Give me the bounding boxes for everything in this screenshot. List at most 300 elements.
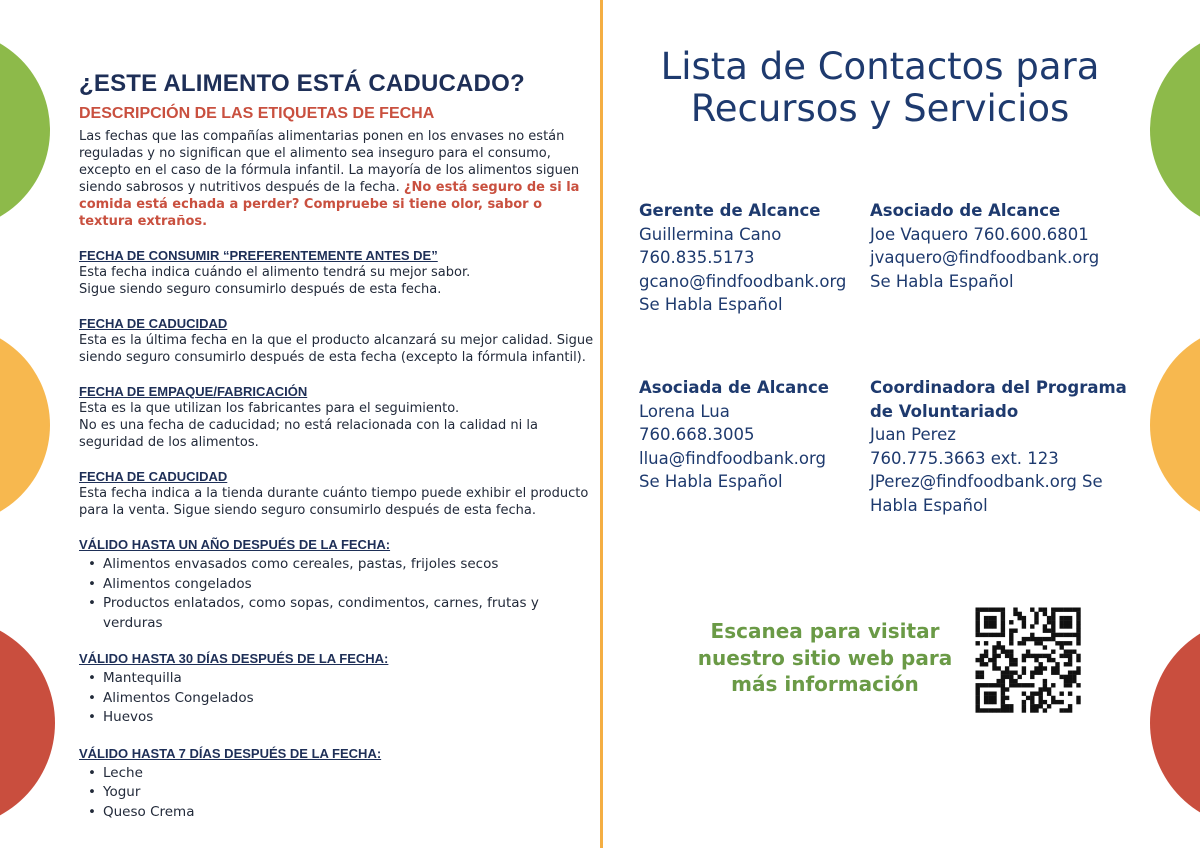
qr-module (1043, 654, 1047, 658)
qr-module (1064, 683, 1068, 687)
qr-module (997, 683, 1001, 687)
qr-module (1001, 616, 1005, 620)
qr-module (1076, 700, 1080, 704)
green-circle-right-decoration (1150, 30, 1200, 230)
qr-module (984, 662, 988, 666)
list-item: • Queso Crema (79, 803, 599, 823)
section-body (79, 400, 599, 451)
qr-module (1009, 683, 1013, 687)
qr-module (1064, 620, 1068, 624)
qr-module (1022, 637, 1026, 641)
intro-paragraph (79, 128, 599, 230)
contact-email-language[interactable]: JPerez@findfoodbank.org Se Habla Español (870, 472, 1103, 515)
contact-email[interactable]: llua@findfoodbank.org (639, 448, 826, 468)
qr-module (1001, 692, 1005, 696)
valid-list (79, 669, 599, 728)
qr-module (980, 633, 984, 637)
qr-module (988, 624, 992, 628)
qr-module (988, 708, 992, 712)
qr-module (992, 700, 996, 704)
qr-module (1068, 662, 1072, 666)
qr-module (976, 683, 980, 687)
qr-module (1034, 641, 1038, 645)
qr-module (1013, 658, 1017, 662)
qr-module (1068, 679, 1072, 683)
qr-module (1039, 666, 1043, 670)
qr-module (1043, 666, 1047, 670)
qr-module (1009, 658, 1013, 662)
qr-module (1060, 700, 1064, 704)
orange-circle-left-decoration (0, 325, 50, 525)
qr-module (1001, 645, 1005, 649)
qr-module (1076, 654, 1080, 658)
list-item: • Leche (79, 764, 599, 784)
qr-module (988, 616, 992, 620)
qr-module (1055, 666, 1059, 670)
qr-module (988, 608, 992, 612)
section-line: Esta es la que utilizan los fabricantes para el seguimiento. (79, 401, 460, 416)
qr-module (1001, 650, 1005, 654)
qr-module (1022, 708, 1026, 712)
qr-module (1076, 624, 1080, 628)
list-item: • Alimentos Congelados (79, 689, 599, 709)
qr-module (1009, 637, 1013, 641)
qr-module (1013, 612, 1017, 616)
qr-module (976, 633, 980, 637)
contact-phone[interactable]: 760.775.3663 ext. 123 (870, 448, 1059, 468)
qr-module (992, 608, 996, 612)
qr-module (997, 666, 1001, 670)
qr-module (984, 654, 988, 658)
qr-module (1047, 629, 1051, 633)
qr-module (1009, 629, 1013, 633)
orange-circle-right-decoration (1150, 325, 1200, 525)
qr-module (1051, 671, 1055, 675)
qr-module (1076, 620, 1080, 624)
qr-module (1043, 700, 1047, 704)
qr-module (1047, 616, 1051, 620)
qr-module (1034, 671, 1038, 675)
qr-module (984, 692, 988, 696)
qr-module (1043, 645, 1047, 649)
qr-module (1009, 633, 1013, 637)
qr-module (1026, 696, 1030, 700)
red-circle-right-decoration (1150, 618, 1200, 828)
qr-module (1009, 641, 1013, 645)
qr-code-graphic (968, 600, 1088, 720)
qr-module (1022, 683, 1026, 687)
qr-module (1005, 708, 1009, 712)
qr-module (988, 692, 992, 696)
qr-module (1047, 658, 1051, 662)
section-sell-by (79, 468, 599, 519)
qr-module (992, 645, 996, 649)
qr-module (1064, 679, 1068, 683)
qr-module (1005, 666, 1009, 670)
qr-module (1009, 704, 1013, 708)
qr-module (997, 679, 1001, 683)
qr-module (980, 708, 984, 712)
qr-module (1076, 696, 1080, 700)
qr-module (1001, 687, 1005, 691)
qr-module (1034, 704, 1038, 708)
qr-module (1022, 624, 1026, 628)
qr-module (1051, 683, 1055, 687)
section-body (79, 332, 599, 366)
qr-module (976, 696, 980, 700)
qr-module (1009, 708, 1013, 712)
section-line: Esta fecha indica a la tienda durante cuánto tiempo puede exhibir el producto para la venta. Sigue siendo seguro consumirlo después de esta fecha. (79, 486, 589, 518)
qr-module (984, 696, 988, 700)
qr-module (992, 624, 996, 628)
valid-heading: VÁLIDO HASTA 30 DÍAS DESPUÉS DE LA FECHA: (79, 651, 389, 666)
qr-module (1013, 671, 1017, 675)
section-line: Sigue siendo seguro consumirlo después de esta fecha. (79, 282, 442, 297)
qr-module (1039, 662, 1043, 666)
qr-module (1060, 708, 1064, 712)
contact-role: Asociada de Alcance (639, 378, 829, 397)
qr-module (1068, 641, 1072, 645)
qr-module (1068, 675, 1072, 679)
section-heading: FECHA DE CONSUMIR “PREFERENTEMENTE ANTES DE” (79, 248, 438, 263)
contacts-title (620, 46, 1140, 130)
qr-module (1068, 708, 1072, 712)
qr-module (1068, 633, 1072, 637)
qr-module (992, 683, 996, 687)
qr-module (1043, 637, 1047, 641)
qr-module (992, 633, 996, 637)
qr-module (1030, 633, 1034, 637)
section-body (79, 485, 599, 519)
section-expiration (79, 315, 599, 366)
red-circle-left-decoration (0, 618, 55, 828)
valid-7-days (79, 745, 599, 823)
qr-module (984, 608, 988, 612)
qr-module (1072, 650, 1076, 654)
qr-module (992, 620, 996, 624)
qr-module (1051, 624, 1055, 628)
qr-module (984, 624, 988, 628)
qr-module (1043, 679, 1047, 683)
qr-module (1001, 683, 1005, 687)
qr-module (976, 641, 980, 645)
qr-module (1001, 633, 1005, 637)
valid-heading: VÁLIDO HASTA 7 DÍAS DESPUÉS DE LA FECHA: (79, 745, 382, 761)
qr-module (1039, 696, 1043, 700)
qr-module (1064, 608, 1068, 612)
valid-list (79, 764, 599, 823)
qr-module (1034, 708, 1038, 712)
qr-module (992, 696, 996, 700)
qr-module (1018, 683, 1022, 687)
qr-module (1039, 637, 1043, 641)
qr-module (1030, 704, 1034, 708)
qr-module (1068, 616, 1072, 620)
qr-module (984, 616, 988, 620)
qr-module (1039, 692, 1043, 696)
qr-module (1030, 624, 1034, 628)
qr-module (1039, 704, 1043, 708)
qr-module (1060, 675, 1064, 679)
qr-module (1076, 683, 1080, 687)
qr-module (1013, 662, 1017, 666)
qr-module (1076, 612, 1080, 616)
qr-module (1009, 671, 1013, 675)
qr-module (1034, 654, 1038, 658)
contact-name: Lorena Lua (639, 401, 730, 421)
qr-code-icon[interactable] (968, 600, 1088, 720)
qr-module (997, 633, 1001, 637)
section-best-before (79, 247, 599, 298)
qr-module (976, 658, 980, 662)
qr-module (1060, 645, 1064, 649)
qr-module (976, 616, 980, 620)
qr-module (1064, 708, 1068, 712)
qr-module (976, 700, 980, 704)
qr-module (1076, 629, 1080, 633)
qr-module (1055, 633, 1059, 637)
list-item: • Mantequilla (79, 669, 599, 689)
qr-module (1064, 662, 1068, 666)
qr-module (976, 671, 980, 675)
main-title: ¿ESTE ALIMENTO ESTÁ CADUCADO? (79, 70, 525, 97)
qr-module (976, 612, 980, 616)
qr-module (1055, 671, 1059, 675)
qr-module (1039, 687, 1043, 691)
section-line: No es una fecha de caducidad; no está relacionada con la calidad ni la seguridad de los alimentos. (79, 418, 538, 450)
qr-module (1022, 666, 1026, 670)
qr-module (1034, 620, 1038, 624)
qr-module (1005, 696, 1009, 700)
qr-module (1060, 654, 1064, 658)
qr-module (1064, 624, 1068, 628)
qr-module (992, 616, 996, 620)
qr-module (1047, 637, 1051, 641)
qr-module (1043, 687, 1047, 691)
qr-module (1018, 616, 1022, 620)
qr-module (1051, 637, 1055, 641)
qr-module (1009, 675, 1013, 679)
qr-module (1001, 608, 1005, 612)
qr-module (1013, 608, 1017, 612)
qr-module (1068, 620, 1072, 624)
qr-module (1034, 612, 1038, 616)
qr-module (1055, 662, 1059, 666)
qr-module (1068, 692, 1072, 696)
qr-module (1022, 616, 1026, 620)
qr-module (997, 654, 1001, 658)
contact-email[interactable]: gcano@findfoodbank.org (639, 271, 847, 291)
list-item: • Alimentos envasados como cereales, pastas, frijoles secos (79, 555, 599, 575)
qr-module (1034, 666, 1038, 670)
qr-module (1034, 637, 1038, 641)
section-line: Esta fecha indica cuándo el alimento tendrá su mejor sabor. (79, 265, 471, 280)
qr-module (1009, 662, 1013, 666)
qr-module (1030, 700, 1034, 704)
qr-module (1076, 608, 1080, 612)
qr-module (1060, 608, 1064, 612)
qr-module (1043, 608, 1047, 612)
qr-module (992, 654, 996, 658)
qr-module (1055, 641, 1059, 645)
qr-module (1068, 624, 1072, 628)
qr-module (1001, 612, 1005, 616)
qr-module (1005, 675, 1009, 679)
qr-module (1076, 633, 1080, 637)
qr-module (1030, 637, 1034, 641)
qr-module (1051, 616, 1055, 620)
qr-module (1076, 637, 1080, 641)
qr-module (984, 650, 988, 654)
center-fold-divider (600, 0, 603, 848)
qr-module (1030, 696, 1034, 700)
qr-module (1047, 620, 1051, 624)
contact-language: Se Habla Español (639, 472, 783, 491)
qr-module (980, 675, 984, 679)
qr-module (1068, 704, 1072, 708)
qr-module (1076, 658, 1080, 662)
qr-module (1068, 658, 1072, 662)
qr-module (992, 692, 996, 696)
qr-module (997, 645, 1001, 649)
qr-module (1068, 608, 1072, 612)
qr-module (1043, 708, 1047, 712)
qr-module (988, 633, 992, 637)
contact-phone[interactable]: 760.668.3005 (639, 425, 755, 444)
qr-module (1001, 624, 1005, 628)
qr-module (1051, 612, 1055, 616)
qr-module (1018, 675, 1022, 679)
qr-module (1005, 654, 1009, 658)
section-heading: FECHA DE EMPAQUE/FABRICACIÓN (79, 384, 308, 399)
qr-module (1001, 679, 1005, 683)
qr-module (984, 620, 988, 624)
qr-module (997, 708, 1001, 712)
qr-module (992, 666, 996, 670)
qr-module (988, 658, 992, 662)
qr-module (1064, 675, 1068, 679)
contact-language: Se Habla Español (870, 271, 1014, 291)
qr-module (980, 608, 984, 612)
qr-module (1030, 708, 1034, 712)
qr-module (1001, 696, 1005, 700)
contact-role: Coordinadora del Programa de Voluntariado (870, 378, 1127, 421)
qr-module (1060, 641, 1064, 645)
qr-module (1043, 624, 1047, 628)
qr-module (1013, 629, 1017, 633)
qr-module (1026, 654, 1030, 658)
contacts-title-line2: Recursos y Servicios (690, 87, 1070, 130)
qr-module (1051, 696, 1055, 700)
qr-module (1030, 671, 1034, 675)
qr-module (1030, 608, 1034, 612)
qr-module (1001, 675, 1005, 679)
qr-module (976, 704, 980, 708)
valid-heading: VÁLIDO HASTA UN AÑO DESPUÉS DE LA FECHA: (79, 537, 391, 552)
intro-warning: ¿No está seguro de si la comida está echada a perder? Compruebe si tiene olor, sabor o textura extraños. (79, 180, 580, 229)
qr-module (1022, 692, 1026, 696)
qr-module (1064, 641, 1068, 645)
contact-card-volunteer-coordinator (870, 376, 1135, 517)
contact-name: Juan Perez (870, 425, 956, 444)
qr-module (976, 624, 980, 628)
qr-module (1034, 692, 1038, 696)
valid-list (79, 555, 599, 633)
qr-module (1068, 654, 1072, 658)
qr-module (980, 658, 984, 662)
qr-module (1026, 650, 1030, 654)
qr-module (1018, 612, 1022, 616)
qr-module (1013, 683, 1017, 687)
list-item: • Alimentos congelados (79, 575, 599, 595)
left-panel (79, 70, 599, 822)
qr-module (1064, 633, 1068, 637)
qr-module (1060, 692, 1064, 696)
intro-text: Las fechas que las compañías alimentarias ponen en los envases no están reguladas y no significan que el alimento sea inseguro para el consumo, excepto en el caso de la fórmula infantil. La mayoría de los alimentos siguen siendo sabrosos y nutritivos después de la fecha. (79, 129, 580, 195)
qr-module (1076, 616, 1080, 620)
qr-module (1047, 692, 1051, 696)
qr-module (1009, 650, 1013, 654)
qr-module (1064, 654, 1068, 658)
qr-module (976, 692, 980, 696)
qr-module (984, 641, 988, 645)
contact-phone[interactable]: 760.835.5173 (639, 248, 755, 267)
contact-role: Gerente de Alcance (639, 201, 821, 220)
valid-one-year (79, 536, 599, 633)
qr-module (1051, 666, 1055, 670)
qr-module (980, 654, 984, 658)
qr-module (984, 708, 988, 712)
qr-module (1076, 666, 1080, 670)
qr-module (1022, 671, 1026, 675)
qr-module (1030, 675, 1034, 679)
qr-module (1022, 641, 1026, 645)
scan-qr-text: Escanea para visitar nuestro sitio web para más información (697, 619, 953, 696)
qr-module (1030, 683, 1034, 687)
qr-module (1072, 633, 1076, 637)
list-item: • Yogur (79, 783, 599, 803)
qr-module (1001, 708, 1005, 712)
qr-module (1060, 616, 1064, 620)
qr-module (1039, 641, 1043, 645)
qr-module (1051, 633, 1055, 637)
qr-module (1026, 683, 1030, 687)
qr-module (1005, 671, 1009, 675)
section-line: Esta es la última fecha en la que el producto alcanzará su mejor calidad. Sigue siendo seguro consumirlo después de esta fecha (excepto la fórmula infantil). (79, 333, 594, 365)
qr-module (1047, 687, 1051, 691)
contact-name: Guillermina Cano (639, 224, 782, 244)
qr-module (1001, 620, 1005, 624)
qr-module (1064, 650, 1068, 654)
contact-card-outreach-manager (639, 199, 889, 317)
qr-module (1005, 687, 1009, 691)
qr-module (1009, 654, 1013, 658)
contact-card-outreach-associate-f (639, 376, 889, 494)
qr-module (1068, 683, 1072, 687)
qr-module (1060, 633, 1064, 637)
contact-email[interactable]: jvaquero@findfoodbank.org (870, 248, 1100, 267)
qr-module (988, 696, 992, 700)
qr-module (1039, 608, 1043, 612)
qr-module (1009, 620, 1013, 624)
qr-module (1039, 671, 1043, 675)
qr-module (1051, 658, 1055, 662)
qr-module (1001, 671, 1005, 675)
qr-module (1009, 679, 1013, 683)
contact-name-phone[interactable]: Joe Vaquero 760.600.6801 (870, 224, 1089, 244)
section-pack-date (79, 383, 599, 451)
section-body (79, 264, 599, 298)
